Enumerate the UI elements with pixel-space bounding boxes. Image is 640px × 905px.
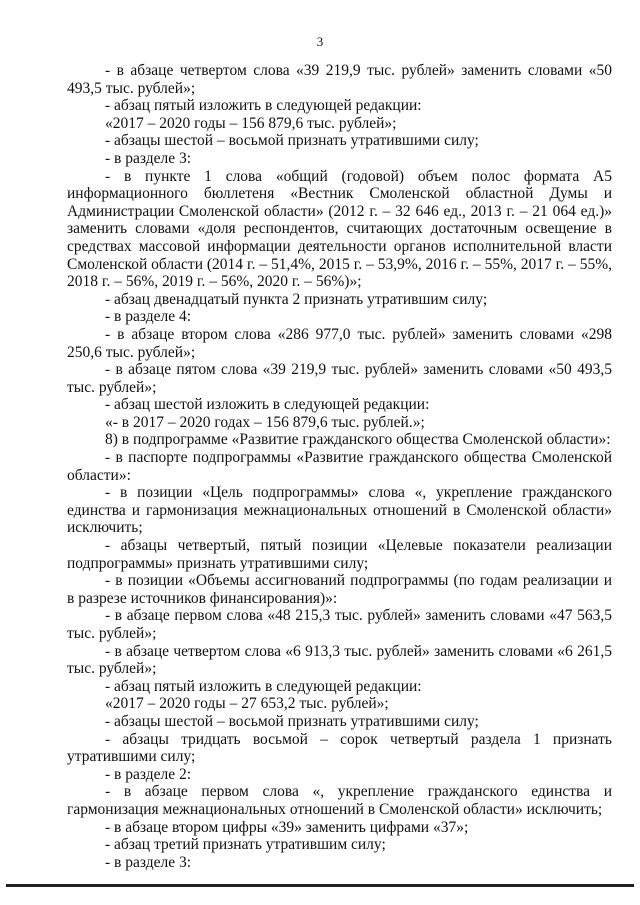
paragraph: - в абзаце четвертом слова «6 913,3 тыс. рублей» заменить словами «6 261,5 тыс. рублей»; — [67, 642, 612, 678]
paragraph: - абзац третий признать утратившим силу; — [105, 836, 386, 854]
page-number: 3 — [316, 34, 324, 49]
paragraph: - в пункте 1 слова «общий (годовой) объем полос формата А5 информационного бюллетеня «Вестник Смоленской областной Думы и Администрации Смоленской области» (2012 г. – 32 646 ед., 2013 г. – 21 064 ед.)» заменить словами «доля респондентов, считающих достаточным освещение в средствах массовой информации деятельности органов исполнительной власти Смоленской области (2014 г. – 51,4%, 2015 г. – 53,9%, 2016 г. – 55%, 2017 г. – 55%, 2018 г. – 56%, 2019 г. – 56%, 2020 г. – 56%)»; — [67, 167, 612, 291]
paragraph: 8) в подпрограмме «Развитие гражданского общества Смоленской области»: — [105, 431, 611, 449]
paragraph: - в разделе 3: — [105, 853, 192, 871]
paragraph: - абзац шестой изложить в следующей редакции: — [105, 396, 430, 414]
paragraph: - абзац пятый изложить в следующей редакции: — [105, 677, 422, 695]
paragraph: - абзац двенадцатый пункта 2 признать утратившим силу; — [105, 290, 488, 308]
paragraph: - в позиции «Цель подпрограммы» слова «, укрепление гражданского единства и гармонизация межнациональных отношений в Смоленской области» исключить; — [67, 484, 612, 537]
paragraph: - в разделе 2: — [105, 765, 192, 783]
bottom-rule — [6, 884, 634, 887]
paragraph: «2017 – 2020 годы – 27 653,2 тыс. рублей»; — [105, 695, 389, 713]
paragraph: - в абзаце первом слова «, укрепление гражданского единства и гармонизация межнациональных отношений в Смоленской области» исключить; — [67, 783, 612, 818]
paragraph: - в абзаце пятом слова «39 219,9 тыс. рублей» заменить словами «50 493,5 тыс. рублей»; — [67, 361, 612, 396]
paragraph: - в разделе 3: — [105, 149, 192, 167]
document-body — [67, 62, 612, 871]
paragraph: - в абзаце четвертом слова «39 219,9 тыс. рублей» заменить словами «50 493,5 тыс. рублей»; — [67, 62, 612, 97]
paragraph: - абзацы шестой – восьмой признать утратившими силу; — [105, 132, 479, 150]
paragraph: - абзацы тридцать восьмой – сорок четвертый раздела 1 признать утратившими силу; — [67, 730, 612, 766]
paragraph: - абзацы шестой – восьмой признать утратившими силу; — [105, 712, 479, 730]
paragraph: - в абзаце втором цифры «39» заменить цифрами «37»; — [105, 818, 469, 836]
paragraph: - в абзаце первом слова «48 215,3 тыс. рублей» заменить словами «47 563,5 тыс. рублей»; — [67, 607, 612, 642]
paragraph: - абзацы четвертый, пятый позиции «Целевые показатели реализации подпрограммы» признать утратившими силу; — [67, 537, 612, 572]
paragraph: - в разделе 4: — [105, 308, 192, 326]
paragraph: «2017 – 2020 годы – 156 879,6 тыс. рублей»; — [105, 114, 397, 132]
paragraph: - абзац пятый изложить в следующей редакции: — [105, 97, 422, 115]
paragraph: - в паспорте подпрограммы «Развитие гражданского общества Смоленской области»: — [67, 449, 612, 484]
paragraph: «- в 2017 – 2020 годах – 156 879,6 тыс. рублей.»; — [105, 413, 425, 431]
paragraph: - в абзаце втором слова «286 977,0 тыс. рублей» заменить словами «298 250,6 тыс. рублей»; — [67, 325, 612, 361]
paragraph: - в позиции «Объемы ассигнований подпрограммы (по годам реализации и в разрезе источников финансирования)»: — [67, 572, 612, 607]
